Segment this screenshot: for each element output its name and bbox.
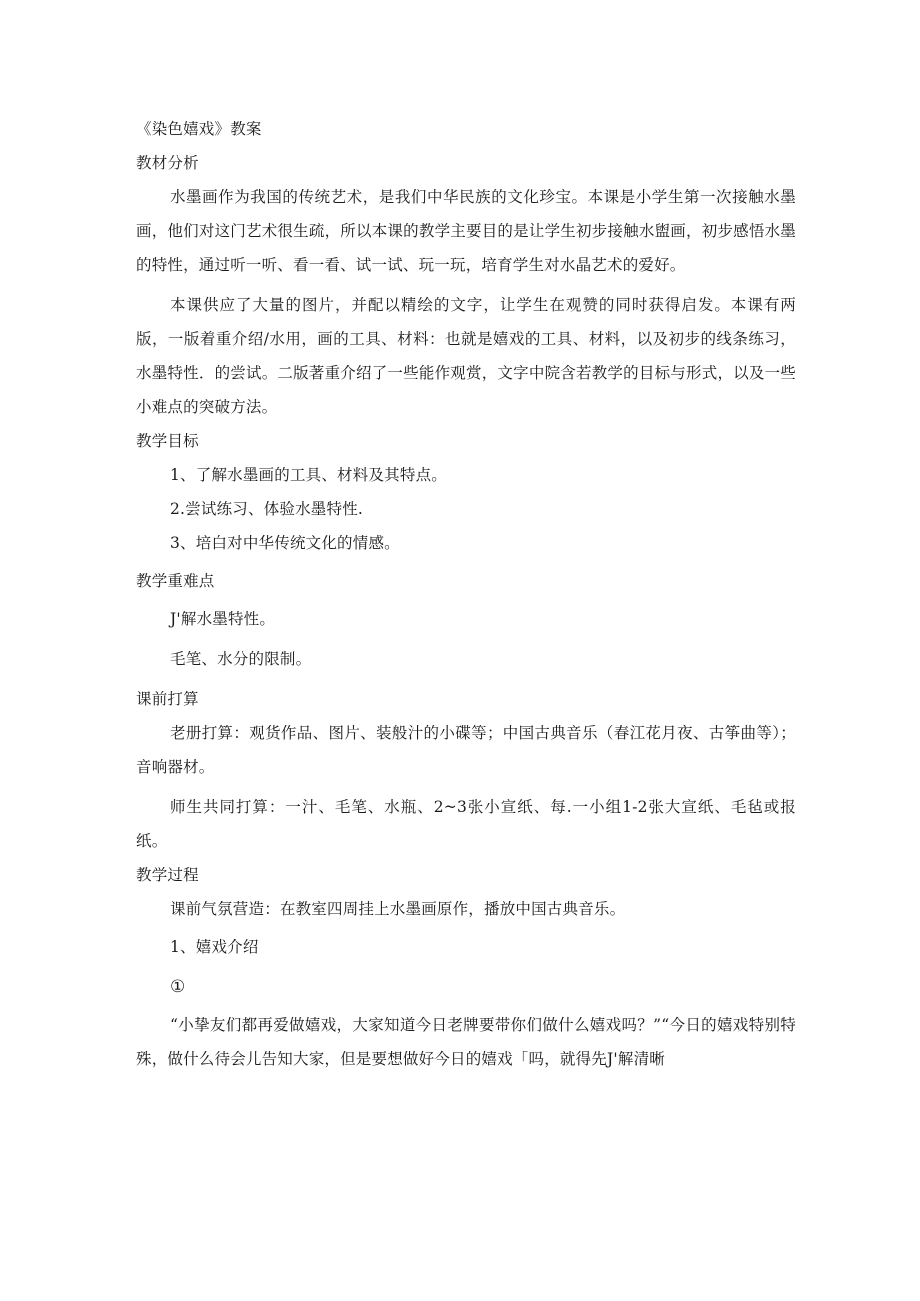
list-item: 1、了解水墨画的工具、材料及其特点。 (170, 466, 447, 484)
section-heading-teaching-goals: 教学目标 (136, 432, 199, 450)
paragraph: 课前气氛营造：在教室四周挂上水墨画原作，播放中国古典音乐。 (170, 900, 626, 918)
list-item: 3、培白对中华传统文化的情感。 (170, 534, 400, 552)
paragraph: 老册打算：观货作品、图片、装般汁的小碟等；中国古典音乐（春江花月夜、古筝曲等）；音响器材。 (136, 724, 796, 776)
section-heading-textbook-analysis: 教材分析 (136, 154, 199, 172)
circled-number-marker: ① (170, 977, 186, 997)
paragraph: 本课供应了大量的图片，并配以精绘的文字，让学生在观赞的同时获得启发。本课有两版，一版着重介绍/水用，画的工具、材料：也就是嬉戏的工具、材料，以及初步的线条练习，水墨特性．的尝试。二版著重介绍了一些能作观赏，文字中院含若教学的目标与形式，以及一些小难点的突破方法。 (136, 296, 796, 416)
list-item: J'解水墨特性。 (170, 610, 276, 628)
paragraph: 水墨画作为我国的传统艺术，是我们中华民族的文化珍宝。本课是小学生第一次接触水墨画，他们对这门艺术很生疏，所以本课的教学主要目的是让学生初步接触水盥画，初步感悟水墨的特性，通过听一听、看一看、试一试、玩一玩，培育学生对水晶艺术的爱好。 (136, 188, 796, 274)
document-body (136, 112, 796, 1076)
section-heading-teaching-process: 教学过程 (136, 866, 199, 884)
section-heading-preparation: 课前打算 (136, 690, 199, 708)
list-item: 毛笔、水分的限制。 (170, 650, 312, 668)
list-item: 1、嬉戏介绍 (170, 938, 259, 956)
paragraph: 师生共同打算：一汁、毛笔、水瓶、2~3张小宣纸、每.一小组1-2张大宣纸、毛毡或报纸。 (136, 798, 796, 850)
section-heading-key-points: 教学重难点 (136, 572, 215, 590)
paragraph: “小挚友们都再爱做嬉戏，大家知道今日老牌要带你们做什么嬉戏吗？”“今日的嬉戏特别特殊，做什么待会儿告知大家，但是要想做好今日的嬉戏「吗，就得先J'解清晰 (136, 1016, 796, 1068)
list-item: 2.尝试练习、体验水墨特性. (170, 500, 364, 518)
document-title: 《染色嬉戏》教案 (136, 120, 262, 138)
